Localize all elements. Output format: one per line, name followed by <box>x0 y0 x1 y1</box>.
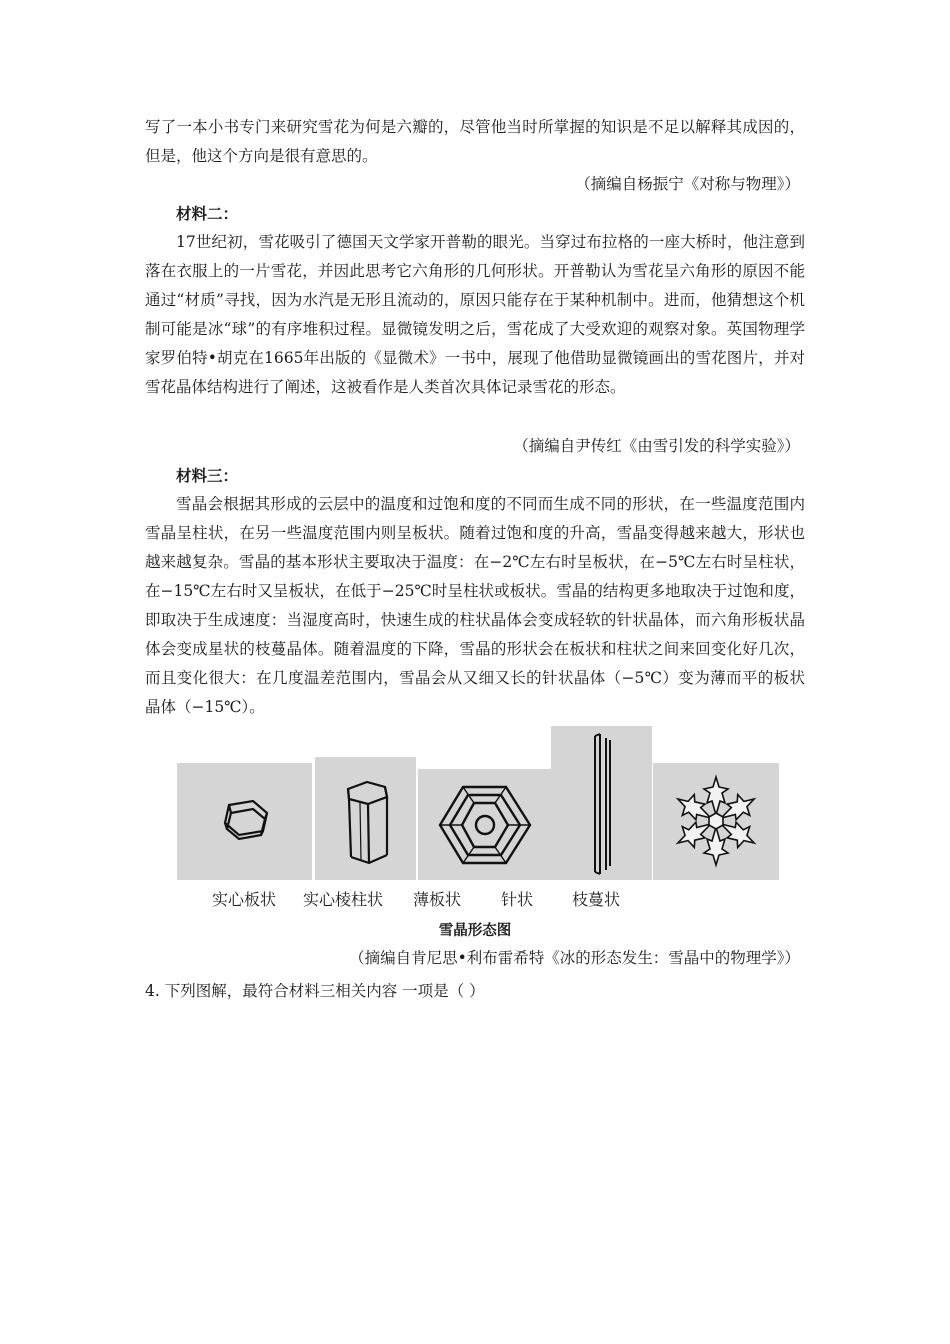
dendrite-drawing <box>653 763 779 880</box>
caption-dendrite: 枝蔓状 <box>572 890 621 909</box>
caption-thin-plate: 薄板状 <box>413 890 462 909</box>
question-4: 4. 下列图解，最符合材料三相关内容 一项是（ ） <box>145 982 485 1000</box>
material-2-paragraph: 17世纪初，雪花吸引了德国天文学家开普勒的眼光。当穿过布拉格的一座大桥时，他注意到落在衣服上的一片雪花，并因此思考它六角形的几何形状。开普勒认为雪花呈六角形的原因不能通过“材质”寻找，因为水汽是无形且流动的，原因只能存在于某种机制中。进而，他猜想这个机制可能是冰“球”的有序堆积过程。显微镜发明之后，雪花成了大受欢迎的观察对象。英国物理学家罗伯特•胡克在1665年出版的《显微术》一书中，展现了他借助显微镜画出的雪花图片，并对雪花晶体结构进行了阐述，这被看作是人类首次具体记录雪花的形态。 <box>145 233 805 396</box>
caption-needle: 针状 <box>501 890 534 909</box>
solid-plate-image <box>177 763 312 880</box>
dendrite-image <box>653 763 779 880</box>
solid-plate-drawing <box>177 763 312 880</box>
figure-title: 雪晶形态图 <box>438 923 512 939</box>
needle-drawing <box>551 726 652 880</box>
needle-image <box>551 726 652 880</box>
material-2-heading: 材料二： <box>176 205 239 223</box>
caption-solid-prism: 实心棱柱状 <box>303 890 384 909</box>
caption-solid-plate: 实心板状 <box>212 890 277 909</box>
material-3-heading: 材料三： <box>176 467 239 485</box>
source-citation-3: （摘编自肯尼思•利布雷希特《冰的形态发生：雪晶中的物理学》） <box>349 949 800 967</box>
solid-prism-drawing <box>315 757 416 880</box>
intro-paragraph: 写了一本小书专门来研究雪花为何是六瓣的，尽管他当时所掌握的知识是不足以解释其成因的，但是，他这个方向是很有意思的。 <box>145 118 805 165</box>
source-citation-1: （摘编自杨振宁《对称与物理》） <box>575 175 800 193</box>
thin-plate-image <box>418 769 551 880</box>
solid-prism-image <box>315 757 416 880</box>
material-3-paragraph: 雪晶会根据其形成的云层中的温度和过饱和度的不同而生成不同的形状，在一些温度范围内雪晶呈柱状，在另一些温度范围内则呈板状。随着过饱和度的升高，雪晶变得越来越大，形状也越来越复杂。雪晶的基本形状主要取决于温度：在−2℃左右时呈板状，在−5℃左右时呈柱状，在−15℃左右时又呈板状，在低于−25℃时呈柱状或板状。雪晶的结构更多地取决于过饱和度，即取决于生成速度：当湿度高时，快速生成的柱状晶体会变成轻软的针状晶体，而六角形板状晶体会变成星状的枝蔓晶体。随着温度的下降，雪晶的形状会在板状和柱状之间来回变化好几次，而且变化很大：在几度温差范围内，雪晶会从又细又长的针状晶体（−5℃）变为薄而平的板状晶体（−15℃）。 <box>145 495 805 716</box>
source-citation-2: （摘编自尹传红《由雪引发的科学实验》） <box>513 437 800 455</box>
thin-plate-drawing <box>418 769 551 880</box>
